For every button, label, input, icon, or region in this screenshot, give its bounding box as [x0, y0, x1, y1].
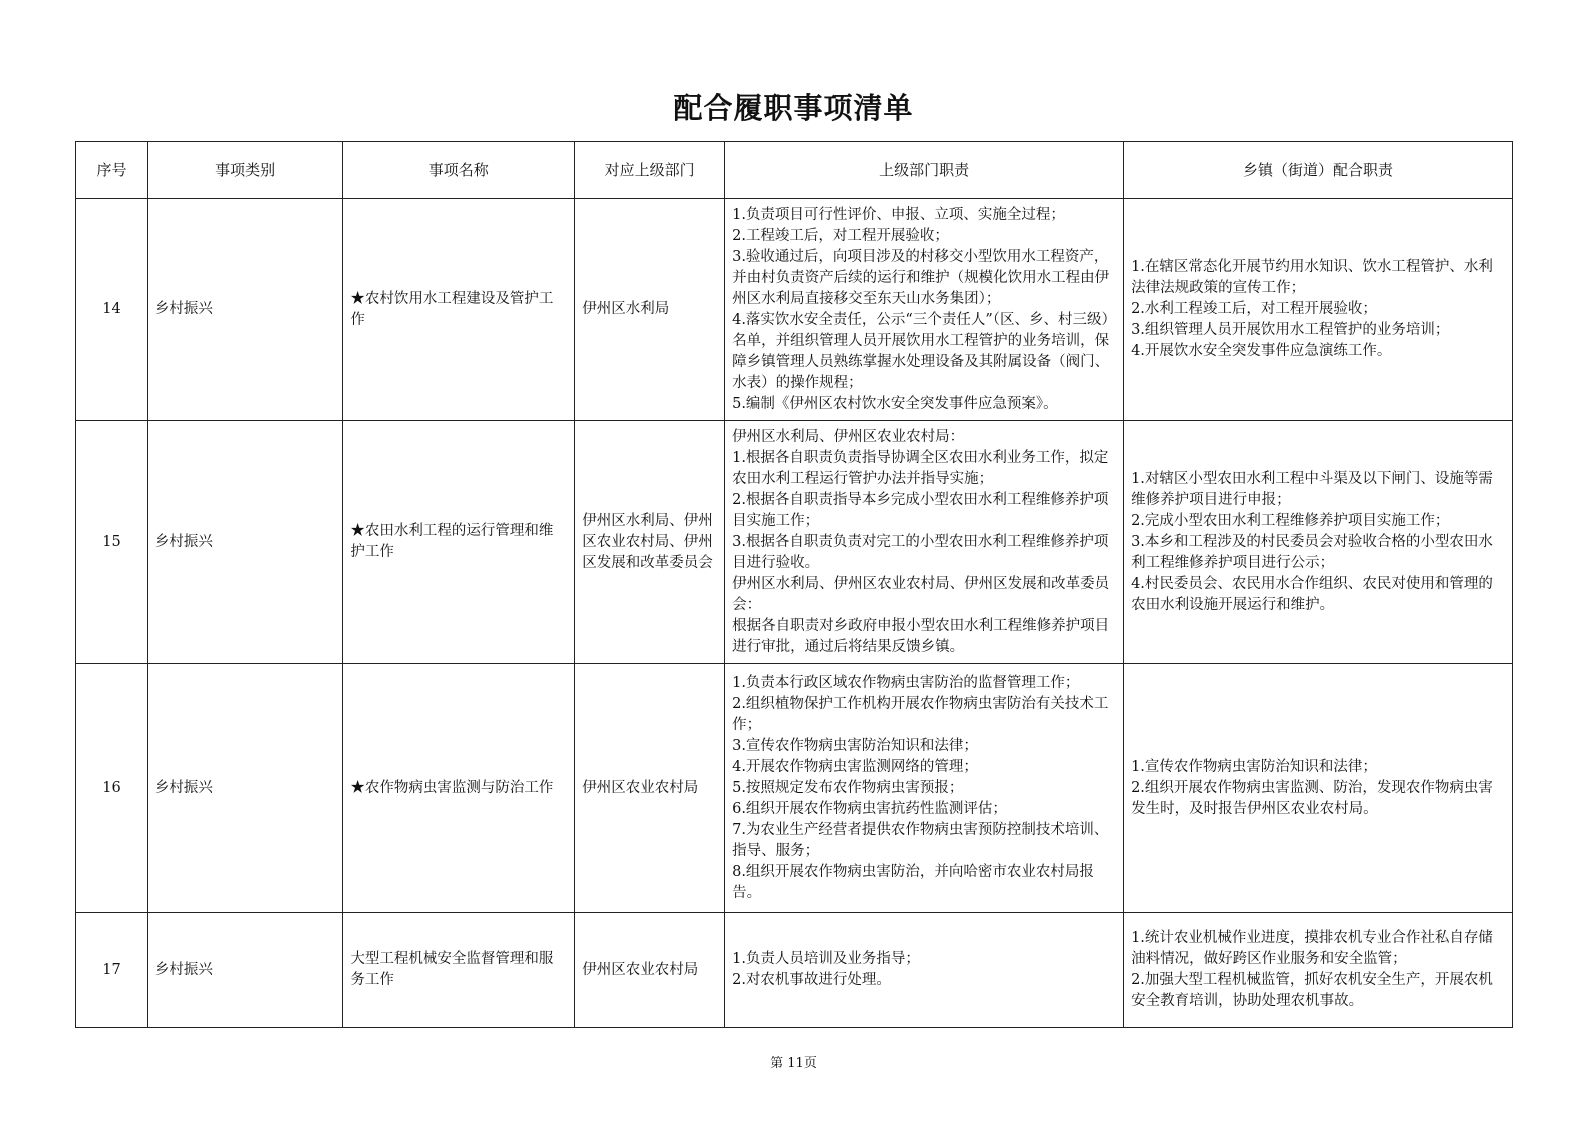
table-row [76, 199, 1513, 421]
row-category: 乡村振兴 [147, 199, 342, 421]
row-no: 17 [76, 913, 148, 1028]
row-town-duties [1124, 421, 1513, 664]
row-duties [725, 913, 1124, 1028]
row-dept: 伊州区农业农村局 [575, 913, 725, 1028]
row-town-duties [1124, 664, 1513, 913]
duty-line: 1.负责项目可行性评价、申报、立项、实施全过程； [732, 206, 1065, 223]
header-no: 序号 [76, 142, 148, 199]
page-number: 第 11页 [770, 1056, 817, 1071]
row-dept: 伊州区农业农村局 [575, 664, 725, 913]
row-town-duties [1124, 199, 1513, 421]
table-header-row [76, 142, 1513, 199]
duty-line: 4.开展农作物病虫害监测网络的管理； [732, 758, 978, 775]
duty-line: 2.对农机事故进行处理。 [732, 972, 891, 988]
town-duty-line: 2.加强大型工程机械监管，抓好农机安全生产，开展农机安全教育培训，协助处理农机事故。 [1131, 972, 1493, 1009]
table-row [76, 913, 1513, 1028]
duty-line: 2.组织植物保护工作机构开展农作物病虫害防治有关技术工作； [732, 695, 1109, 733]
town-duty-line: 1.对辖区小型农田水利工程中斗渠及以下闸门、设施等需维修养护项目进行申报； [1131, 470, 1493, 508]
row-name: 大型工程机械安全监督管理和服务工作 [343, 913, 575, 1028]
header-name: 事项名称 [343, 142, 575, 199]
row-duties [725, 664, 1124, 913]
duty-line: 伊州区水利局、伊州区农业农村局、伊州区发展和改革委员会： [732, 575, 1110, 613]
town-duty-line: 3.组织管理人员开展饮用水工程管护的业务培训； [1131, 322, 1450, 338]
table-row [76, 421, 1513, 664]
row-no: 16 [76, 664, 148, 913]
duty-line: 3.验收通过后，向项目涉及的村移交小型饮用水工程资产，并由村负责资产后续的运行和维护（规模化饮用水工程由伊州区水利局直接移交至东天山水务集团）； [732, 248, 1110, 307]
header-duties: 上级部门职责 [725, 142, 1124, 199]
page-title: 配合履职事项清单 [673, 91, 914, 125]
town-duty-line: 1.宣传农作物病虫害防治知识和法律； [1131, 758, 1377, 775]
duty-line: 7.为农业生产经营者提供农作物病虫害预防控制技术培训、指导、服务； [732, 821, 1109, 859]
duty-line: 1.负责人员培训及业务指导； [732, 951, 920, 967]
duty-line: 2.工程竣工后，对工程开展验收； [732, 227, 949, 244]
duty-line: 伊州区水利局、伊州区农业农村局： [732, 428, 965, 445]
duty-line: 5.编制《伊州区农村饮水安全突发事件应急预案》。 [732, 395, 1058, 412]
duty-line: 2.根据各自职责指导本乡完成小型农田水利工程维修养护项目实施工作； [732, 491, 1109, 529]
row-no: 14 [76, 199, 148, 421]
duty-line: 3.根据各自职责负责对完工的小型农田水利工程维修养护项目进行验收。 [732, 533, 1109, 571]
row-name: ★农作物病虫害监测与防治工作 [343, 664, 575, 913]
duty-line: 8.组织开展农作物病虫害防治，并向哈密市农业农村局报告。 [732, 863, 1094, 901]
duty-table [75, 141, 1513, 1028]
row-dept: 伊州区水利局、伊州区农业农村局、伊州区发展和改革委员会 [575, 421, 725, 664]
duty-line: 4.落实饮水安全责任，公示“三个责任人”（区、乡、村三级）名单，并组织管理人员开展饮用水工程管护的业务培训，保障乡镇管理人员熟练掌握水处理设备及其附属设备（阀门、水表）的操作规程； [732, 311, 1117, 391]
row-dept: 伊州区水利局 [575, 199, 725, 421]
duty-line: 1.负责本行政区域农作物病虫害防治的监督管理工作； [732, 674, 1080, 691]
row-no: 15 [76, 421, 148, 664]
town-duty-line: 2.完成小型农田水利工程维修养护项目实施工作； [1131, 512, 1450, 529]
duty-line: 1.根据各自职责负责指导协调全区农田水利业务工作，拟定农田水利工程运行管护办法并指导实施； [732, 449, 1109, 487]
duty-line: 5.按照规定发布农作物病虫害预报； [732, 779, 964, 796]
row-category: 乡村振兴 [147, 913, 342, 1028]
town-duty-line: 1.在辖区常态化开展节约用水知识、饮水工程管护、水利法律法规政策的宣传工作； [1131, 259, 1493, 296]
row-duties [725, 421, 1124, 664]
row-name: ★农村饮用水工程建设及管护工作 [343, 199, 575, 421]
header-category: 事项类别 [147, 142, 342, 199]
town-duty-line: 1.统计农业机械作业进度，摸排农机专业合作社私自存储油料情况，做好跨区作业服务和安全监管； [1131, 930, 1493, 967]
header-town-duties: 乡镇（街道）配合职责 [1124, 142, 1513, 199]
row-category: 乡村振兴 [147, 421, 342, 664]
town-duty-line: 4.开展饮水安全突发事件应急演练工作。 [1131, 343, 1392, 359]
row-name: ★农田水利工程的运行管理和维护工作 [343, 421, 575, 664]
duty-line: 根据各自职责对乡政府申报小型农田水利工程维修养护项目进行审批，通过后将结果反馈乡镇。 [732, 617, 1110, 655]
town-duty-line: 3.本乡和工程涉及的村民委员会对验收合格的小型农田水利工程维修养护项目进行公示； [1131, 533, 1493, 571]
row-category: 乡村振兴 [147, 664, 342, 913]
row-duties [725, 199, 1124, 421]
header-dept: 对应上级部门 [575, 142, 725, 199]
duty-line: 6.组织开展农作物病虫害抗药性监测评估； [732, 800, 1007, 817]
town-duty-line: 2.水利工程竣工后，对工程开展验收； [1131, 301, 1377, 317]
table-row [76, 664, 1513, 913]
town-duty-line: 4.村民委员会、农民用水合作组织、农民对使用和管理的农田水利设施开展运行和维护。 [1131, 575, 1493, 613]
duty-line: 3.宣传农作物病虫害防治知识和法律； [732, 737, 978, 754]
town-duty-line: 2.组织开展农作物病虫害监测、防治，发现农作物病虫害发生时，及时报告伊州区农业农村局。 [1131, 779, 1493, 817]
row-town-duties [1124, 913, 1513, 1028]
